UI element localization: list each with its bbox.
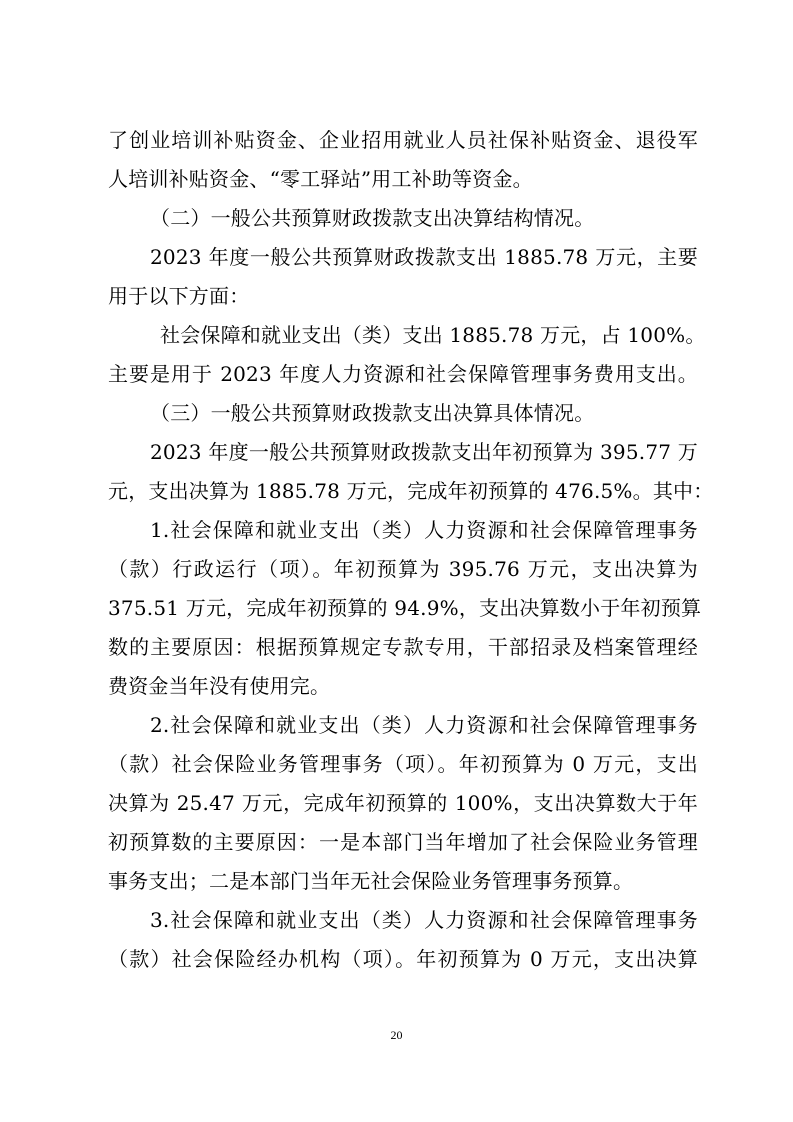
body-text-line: 1.社会保障和就业支出（类）人力资源和社会保障管理事务 xyxy=(150,518,698,542)
section-heading: （二）一般公共预算财政拨款支出决算结构情况。 xyxy=(150,206,595,230)
body-text-line: 375.51 万元，完成年初预算的 94.9%，支出决算数小于年初预算 xyxy=(108,596,702,620)
body-text-line: （款）社会保险经办机构（项）。年初预算为 0 万元，支出决算 xyxy=(108,947,698,971)
body-text-line: 初预算数的主要原因：一是本部门当年增加了社会保险业务管理 xyxy=(108,830,698,854)
body-text-line: 主要是用于 2023 年度人力资源和社会保障管理事务费用支出。 xyxy=(108,362,698,386)
body-text-line: 社会保障和就业支出（类）支出 1885.78 万元，占 100%。 xyxy=(160,323,706,347)
body-text-line: 3.社会保障和就业支出（类）人力资源和社会保障管理事务 xyxy=(150,908,698,932)
body-text-line: （款）社会保险业务管理事务（项）。年初预算为 0 万元，支出 xyxy=(108,752,698,776)
body-text-line: （款）行政运行（项）。年初预算为 395.76 万元，支出决算为 xyxy=(108,557,698,581)
body-text-line: 2023 年度一般公共预算财政拨款支出 1885.78 万元，主要 xyxy=(150,245,698,269)
body-text-line: 事务支出；二是本部门当年无社会保险业务管理事务预算。 xyxy=(108,869,634,893)
section-heading: （三）一般公共预算财政拨款支出决算具体情况。 xyxy=(150,401,595,425)
body-text-line: 2023 年度一般公共预算财政拨款支出年初预算为 395.77 万 xyxy=(150,440,698,464)
body-text-line: 用于以下方面： xyxy=(108,284,250,308)
body-text-line: 2.社会保障和就业支出（类）人力资源和社会保障管理事务 xyxy=(150,713,698,737)
body-text-line: 了创业培训补贴资金、企业招用就业人员社保补贴资金、退役军 xyxy=(108,128,698,152)
page-number: 20 xyxy=(390,1028,403,1042)
body-text-line: 数的主要原因：根据预算规定专款专用，干部招录及档案管理经 xyxy=(108,635,698,659)
body-text-line: 元，支出决算为 1885.78 万元，完成年初预算的 476.5%。其中： xyxy=(108,479,714,503)
body-text-line: 人培训补贴资金、“零工驿站”用工补助等资金。 xyxy=(108,167,533,191)
body-text-line: 决算为 25.47 万元，完成年初预算的 100%，支出决算数大于年 xyxy=(108,791,698,815)
body-text-line: 费资金当年没有使用完。 xyxy=(108,674,331,698)
